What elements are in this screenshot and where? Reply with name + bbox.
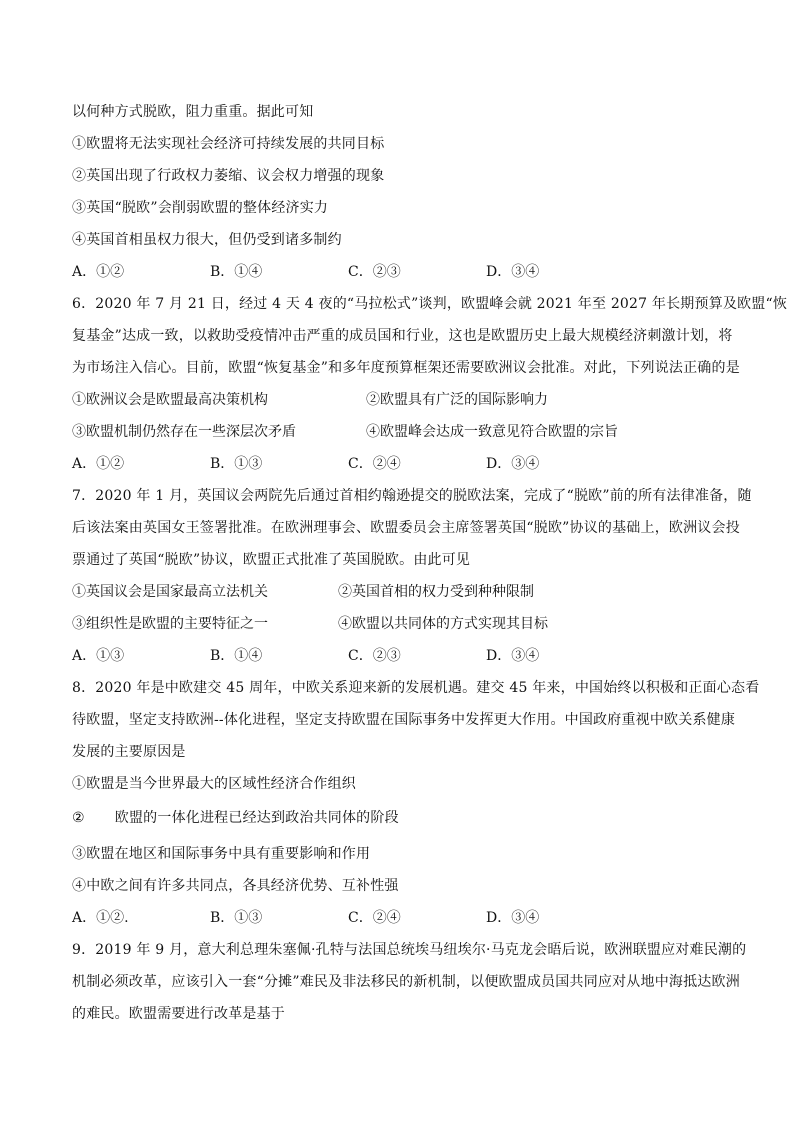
q6-statement-3: ③欧盟机制仍然存在一些深层次矛盾	[72, 424, 296, 440]
q8-stem-line-1: 8．2020 年是中欧建交 45 周年，中欧关系迎来新的发展机遇。建交 45 年来，中国始终以积极和正面心态看	[72, 680, 760, 696]
q6-statement-4: ④欧盟峰会达成一致意见符合欧盟的宗旨	[366, 424, 618, 440]
q7-option-b: B．①④	[210, 648, 263, 664]
q5-statement-2: ②英国出现了行政权力萎缩、议会权力增强的现象	[72, 168, 385, 184]
q7-stem-line-3: 票通过了英国“脱欧”协议，欧盟正式批准了英国脱欧。由此可见	[72, 552, 471, 568]
q7-stem-line-1: 7．2020 年 1 月，英国议会两院先后通过首相约翰逊提交的脱欧法案，完成了“脱欧”前的所有法律准备，随	[72, 488, 752, 504]
q7-option-c: C．②③	[348, 648, 401, 664]
q8-statement-2	[72, 808, 722, 828]
q5-statement-1: ①欧盟将无法实现社会经济可持续发展的共同目标	[72, 136, 385, 152]
q5-option-b: B．①④	[210, 264, 263, 280]
q5-statement-3: ③英国“脱欧”会削弱欧盟的整体经济实力	[72, 200, 329, 216]
q9-stem-line-3: 的难民。欧盟需要进行改革是基于	[72, 1006, 285, 1022]
q8-option-a: A．①②.	[72, 910, 129, 926]
q7-statement-4: ④欧盟以共同体的方式实现其目标	[338, 616, 548, 632]
q5-option-d: D．③④	[486, 264, 540, 280]
q6-option-c: C．②④	[348, 456, 401, 472]
q6-stem-line-1: 6．2020 年 7 月 21 日，经过 4 天 4 夜的“马拉松式”谈判，欧盟峰会就 2021 年至 2027 年长期预算及欧盟“恢	[72, 296, 788, 312]
q7-option-d: D．③④	[486, 648, 540, 664]
q6-option-d: D．③④	[486, 456, 540, 472]
q8-statement-2-text: 欧盟的一体化进程已经达到政治共同体的阶段	[114, 810, 399, 826]
q5-option-a: A．①②	[72, 264, 125, 280]
q6-statement-1: ①欧洲议会是欧盟最高决策机构	[72, 392, 268, 408]
q6-stem-line-3: 为市场注入信心。目前，欧盟“恢复基金”和多年度预算框架还需要欧洲议会批准。对此，下列说法正确的是	[72, 360, 740, 376]
q5-statement-4: ④英国首相虽权力很大，但仍受到诸多制约	[72, 232, 342, 248]
q5-option-c: C．②③	[348, 264, 401, 280]
q5-stem-tail: 以何种方式脱欧，阻力重重。据此可知	[72, 104, 314, 120]
q8-statement-1: ①欧盟是当今世界最大的区域性经济合作组织	[72, 776, 356, 792]
q9-stem-line-1: 9．2019 年 9 月，意大利总理朱塞佩·孔特与法国总统埃马纽埃尔·马克龙会晤后说，欧洲联盟应对难民潮的	[72, 942, 747, 958]
q7-statement-1: ①英国议会是国家最高立法机关	[72, 584, 268, 600]
q6-option-b: B．①③	[210, 456, 263, 472]
q8-statement-3: ③欧盟在地区和国际事务中具有重要影响和作用	[72, 846, 371, 862]
q8-option-d: D．③④	[486, 910, 540, 926]
q8-option-b: B．①③	[210, 910, 263, 926]
q9-stem-line-2: 机制必须改革，应该引入一套“分摊”难民及非法移民的新机制，以便欧盟成员国共同应对从地中海抵达欧洲	[72, 974, 740, 990]
q7-stem-line-2: 后该法案由英国女王签署批准。在欧洲理事会、欧盟委员会主席签署英国“脱欧”协议的基础上，欧洲议会投	[72, 520, 740, 536]
q8-stem-line-2: 待欧盟，坚定支持欧洲--体化进程，坚定支持欧盟在国际事务中发挥更大作用。中国政府重视中欧关系健康	[72, 712, 736, 728]
q7-statement-2: ②英国首相的权力受到种种限制	[338, 584, 534, 600]
q8-statement-2-number: ②	[72, 810, 85, 826]
q6-stem-line-2: 复基金”达成一致，以救助受疫情冲击严重的成员国和行业，这也是欧盟历史上最大规模经济刺激计划，将	[72, 328, 733, 344]
q6-statement-2: ②欧盟具有广泛的国际影响力	[366, 392, 548, 408]
q8-option-c: C．②④	[348, 910, 401, 926]
q8-stem-line-3: 发展的主要原因是	[72, 744, 186, 760]
q7-statement-3: ③组织性是欧盟的主要特征之一	[72, 616, 268, 632]
q6-option-a: A．①②	[72, 456, 125, 472]
q8-statement-4: ④中欧之间有许多共同点，各具经济优势、互补性强	[72, 878, 399, 894]
q7-option-a: A．①③	[72, 648, 125, 664]
